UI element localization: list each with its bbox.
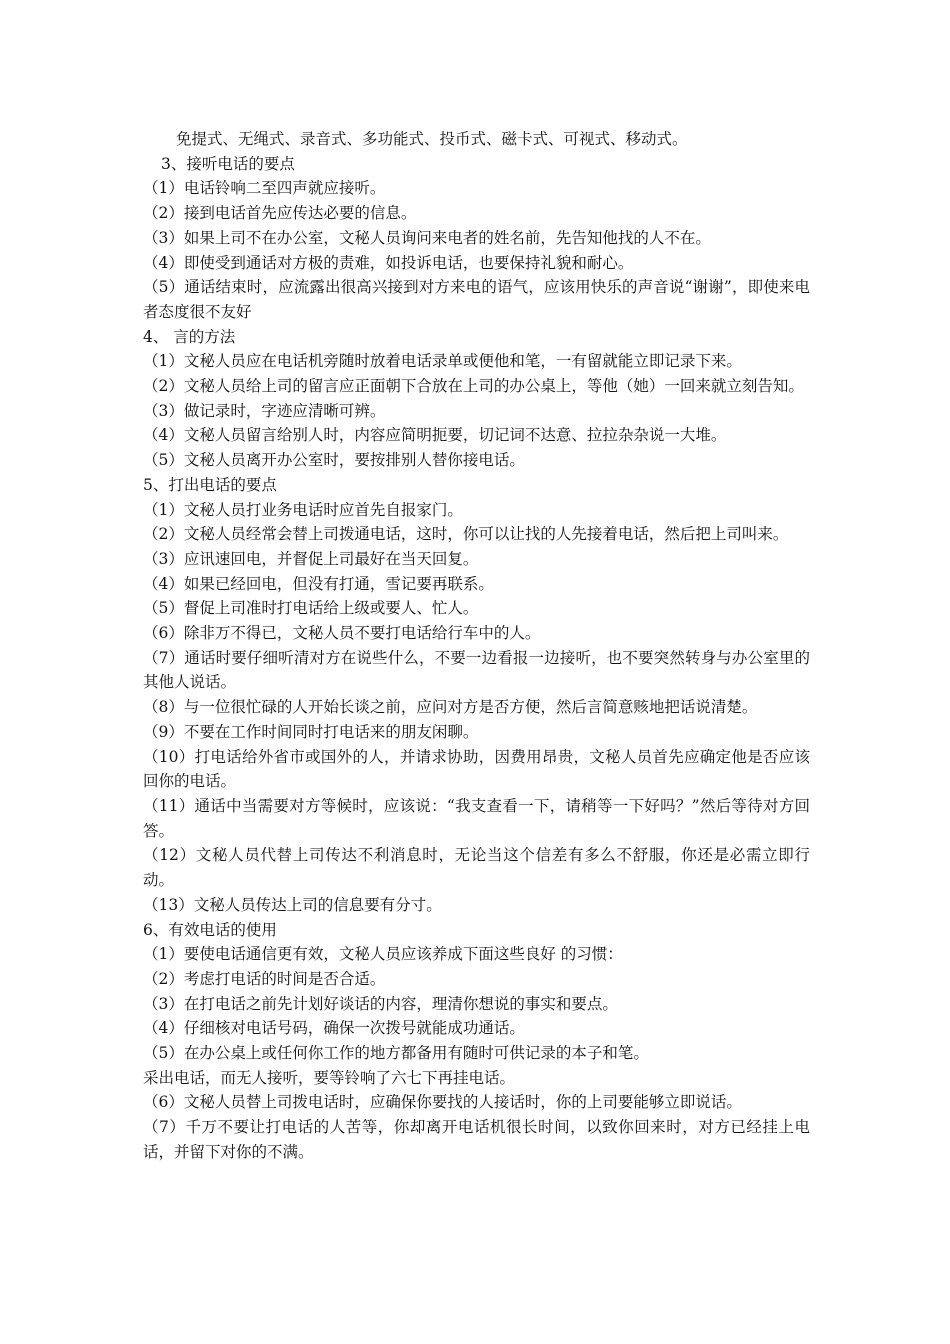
text-line: （5）在办公桌上或任何你工作的地方都备用有随时可供记录的本子和笔。	[143, 1044, 649, 1063]
text-line: （2）接到电话首先应传达必要的信息。	[143, 204, 417, 223]
text-line: （5）督促上司准时打电话给上级或要人、忙人。	[143, 599, 479, 618]
text-line: （1）文秘人员打业务电话时应首先自报家门。	[143, 500, 463, 519]
text-line: 4、 言的方法	[143, 327, 236, 346]
text-line: （11）通话中当需要对方等候时，应该说：“我支查看一下，请稍等一下好吗？”然后等待对方回答。	[143, 796, 810, 840]
text-line: （1）文秘人员应在电话机旁随时放着电话录单或便他和笔，一有留就能立即记录下来。	[143, 352, 742, 371]
text-line: （4）仔细核对电话号码，确保一次拨号就能成功通话。	[143, 1019, 525, 1038]
text-line: （4）文秘人员留言给别人时，内容应简明扼要，切记词不达意、拉拉杂杂说一大堆。	[143, 426, 727, 445]
text-line: 6、有效电话的使用	[143, 920, 277, 939]
text-line: （2）文秘人员给上司的留言应正面朝下合放在上司的办公桌上，等他（她）一回来就立刻告知。	[143, 377, 804, 396]
text-line: （9）不要在工作时间同时打电话来的朋友闲聊。	[143, 722, 479, 741]
text-line: （7）千万不要让打电话的人苦等，你却离开电话机很长时间，以致你回来时，对方已经挂上电话，并留下对你的不满。	[143, 1118, 810, 1161]
text-line: （5）通话结束时，应流露出很高兴接到对方来电的语气，应该用快乐的声音说“谢谢”，即使来电者态度很不友好	[143, 278, 810, 321]
text-line: （2）考虑打电话的时间是否合适。	[143, 969, 386, 988]
text-line: （4）如果已经回电，但没有打通，雪记要再联系。	[143, 574, 494, 593]
text-line: （1）电话铃响二至四声就应接听。	[143, 179, 386, 198]
text-line: （3）在打电话之前先计划好谈话的内容，理清你想说的事实和要点。	[143, 994, 618, 1013]
text-line: （5）文秘人员离开办公室时，要按排别人替你接电话。	[143, 451, 525, 470]
text-line: （1）要使电话通信更有效，文秘人员应该养成下面这些良好 的习惯：	[143, 945, 623, 964]
text-line: （3）做记录时，字迹应清晰可辨。	[143, 401, 386, 420]
text-line: （8）与一位很忙碌的人开始长谈之前，应问对方是否方便，然后言简意赅地把话说清楚。	[143, 698, 758, 717]
text-line: 5、打出电话的要点	[143, 475, 277, 494]
text-line: （7）通话时要仔细听清对方在说些什么，不要一边看报一边接听，也不要突然转身与办公室里的其他人说话。	[143, 648, 810, 692]
document-body	[143, 127, 810, 1165]
text-line: 免提式、无绳式、录音式、多功能式、投币式、磁卡式、可视式、移动式。	[176, 130, 688, 148]
text-line: （2）文秘人员经常会替上司拨通电话，这时，你可以让找的人先接着电话，然后把上司叫来。	[143, 525, 789, 544]
text-line: （6）除非万不得已，文秘人员不要打电话给行车中的人。	[143, 624, 541, 643]
text-line: （3）如果上司不在办公室，文秘人员询问来电者的姓名前，先告知他找的人不在。	[143, 228, 711, 247]
text-line: （3）应讯速回电，并督促上司最好在当天回复。	[143, 549, 479, 568]
text-line: 采出电话，而无人接听，要等铃响了六七下再挂电话。	[143, 1068, 516, 1087]
text-line: （6）文秘人员替上司拨电话时，应确保你要找的人接话时，你的上司要能够立即说话。	[143, 1093, 742, 1112]
text-line: （13）文秘人员传达上司的信息要有分寸。	[143, 895, 442, 914]
text-line: （10）打电话给外省市或国外的人，并请求协助，因费用昂贵，文秘人员首先应确定他是否应该回你的电话。	[143, 747, 810, 791]
text-line: （4）即使受到通话对方极的责难，如投诉电话，也要保持礼貌和耐心。	[143, 253, 634, 272]
text-line: （12）文秘人员代替上司传达不利消息时，无论当这个信差有多么不舒服，你还是必需立即行动。	[143, 846, 810, 890]
text-line: 3、接听电话的要点	[161, 154, 295, 173]
